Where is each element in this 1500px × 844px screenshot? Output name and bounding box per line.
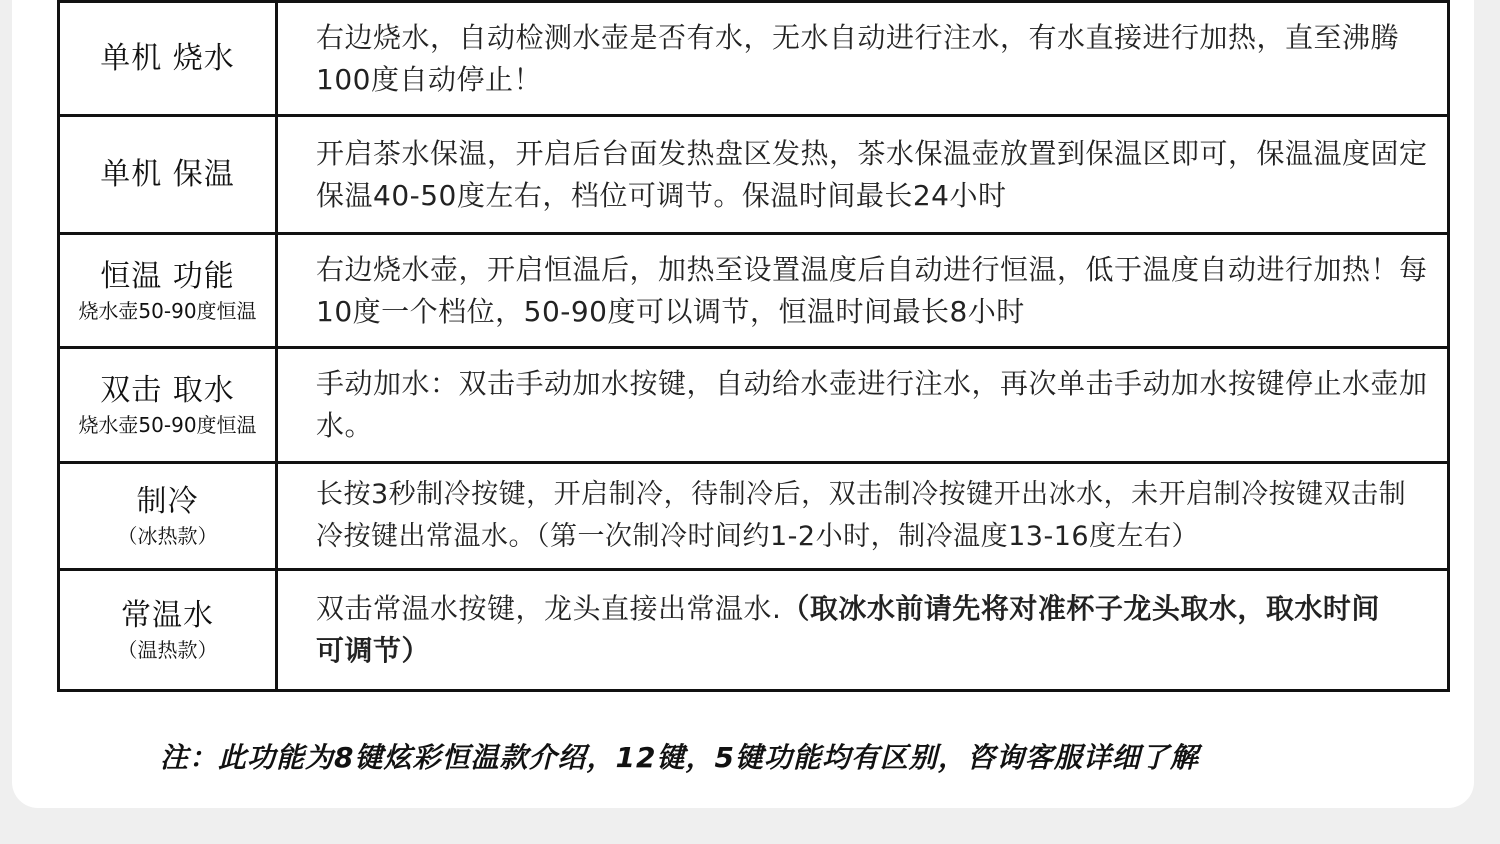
feature-subtitle: 烧水壶50-90度恒温 <box>78 413 257 437</box>
feature-description: 手动加水：双击手动加水按键，自动给水壶进行注水，再次单击手动加水按键停止水壶加水。 <box>316 367 1428 442</box>
feature-title: 常温水 <box>121 598 214 633</box>
table-row <box>57 464 1450 571</box>
feature-title: 单机 保温 <box>100 156 235 192</box>
feature-title: 恒温 功能 <box>100 258 235 294</box>
feature-description: 双击常温水按键，龙头直接出常温水. <box>316 592 782 625</box>
feature-title: 双击 取水 <box>100 373 235 408</box>
feature-description: 右边烧水，自动检测水壶是否有水，无水自动进行注水，有水直接进行加热，直至沸腾100度自动停止！ <box>316 20 1400 96</box>
feature-name-cell <box>60 571 278 689</box>
feature-description-emphasis: （取冰水前请先将对准杯子龙头取水，取水时间可调节） <box>316 592 1380 667</box>
table-row <box>57 571 1450 692</box>
table-row <box>57 235 1450 349</box>
feature-description: 开启茶水保温，开启后台面发热盘区发热，茶水保温壶放置到保温区即可，保温温度固定保温40-50度左右，档位可调节。保温时间最长24小时 <box>316 136 1428 212</box>
feature-description-cell <box>278 464 1447 568</box>
footnote: 注：此功能为8键炫彩恒温款介绍，12键，5键功能均有区别，咨询客服详细了解 <box>160 741 1199 774</box>
feature-subtitle: （冰热款） <box>117 524 218 548</box>
feature-name-cell <box>60 464 278 568</box>
feature-subtitle: （温热款） <box>117 638 218 662</box>
feature-name-cell <box>60 235 278 346</box>
feature-description-cell <box>278 3 1447 114</box>
table-row <box>57 117 1450 235</box>
feature-name-cell <box>60 3 278 114</box>
feature-title: 单机 烧水 <box>100 40 235 76</box>
feature-name-cell <box>60 117 278 232</box>
feature-title: 制冷 <box>136 484 199 519</box>
feature-description-cell <box>278 349 1447 461</box>
table-row <box>57 0 1450 117</box>
feature-description: 右边烧水壶，开启恒温后，加热至设置温度后自动进行恒温，低于温度自动进行加热！每10度一个档位，50-90度可以调节，恒温时间最长8小时 <box>316 252 1428 328</box>
feature-description-cell <box>278 235 1447 346</box>
feature-description: 长按3秒制冷按键，开启制冷，待制冷后，双击制冷按键开出冰水，未开启制冷按键双击制冷按键出常温水。（第一次制冷时间约1-2小时，制冷温度13-16度左右） <box>316 479 1407 552</box>
table-row <box>57 349 1450 464</box>
feature-description-cell <box>278 571 1447 689</box>
feature-name-cell <box>60 349 278 461</box>
feature-subtitle: 烧水壶50-90度恒温 <box>78 298 257 323</box>
feature-description-cell <box>278 117 1447 232</box>
